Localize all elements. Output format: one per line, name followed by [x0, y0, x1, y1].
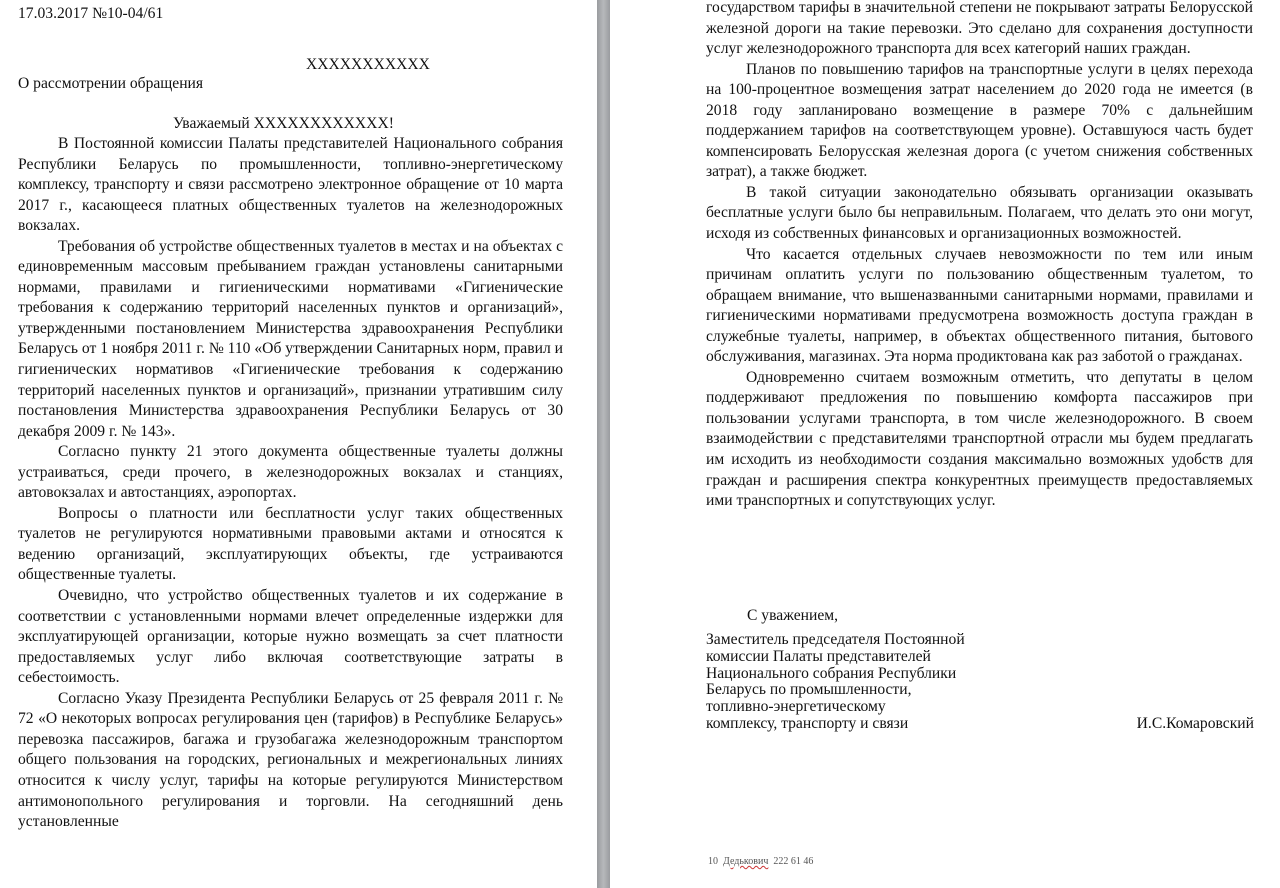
paragraph: Одновременно считаем возможным отметить, что депутаты в целом поддерживают предложения по повышению комфорта пассажиров при пользовании услугами транспорта, в том числе железнодорожного. В своем взаимодействии с представителями транспортной отрасли мы будем предлагать им исходить из необходимости создания максимально возможных удобств для граждан и расширения спектра конкурентных преимуществ предоставляемых ими транспортных и сопутствующих услуг.: [706, 368, 1253, 510]
date-number: 17.03.2017 №10-04/61: [18, 5, 164, 22]
footer-number: 10: [708, 856, 718, 867]
page-divider: [597, 0, 610, 888]
subject: О рассмотрении обращения: [18, 75, 204, 92]
paragraph: В такой ситуации законодательно обязывать организации оказывать бесплатные услуги было бы неправильным. Полагаем, что делать это они могут, исходя из собственных финансовых и организационных возможностей.: [706, 183, 1253, 243]
footer-phone: 222 61 46: [773, 856, 814, 867]
signature-block: [706, 632, 1254, 733]
paragraph: Согласно пункту 21 этого документа общественные туалеты должны устраиваться, среди прочего, в железнодорожных вокзалах и станциях, автовокзалах и автостанциях, аэропортах.: [18, 443, 563, 502]
letter-body-page-2: [706, 0, 1253, 512]
closing: С уважением,: [747, 607, 839, 624]
paragraph: Требования об устройстве общественных туалетов в местах и на объектах с единовременным массовым пребыванием граждан установлены санитарными нормами, правилами и гигиеническими нормативами «Гигиенические требования к содержанию территорий населенных пунктов и организаций», утвержденными постановлением Министерства здравоохранения Республики Беларусь от 1 ноября 2011 г. № 110 «Об утверждении Санитарных норм, правил и гигиенических нормативов «Гигиенические требования к содержанию территорий населенных пунктов и организаций», признании утратившим силу постановления Министерства здравоохранения Республики Беларусь от 30 декабря 2009 г. № 143».: [18, 237, 563, 440]
signatory-name: И.С.Комаровский: [1136, 714, 1254, 732]
salutation: Уважаемый XXXXXXXXXXXX!: [173, 115, 394, 132]
footer-executor: Дедькович: [723, 856, 769, 867]
paragraph: Согласно Указу Президента Республики Беларусь от 25 февраля 2011 г. № 72 «О некоторых вопросах регулирования цен (тарифов) в Республике Беларусь» перевозка пассажиров, багажа и грузобагажа железнодорожным транспортом общего пользования на городских, региональных и межрегиональных линиях относится к числу услуг, тарифы на которые регулируются Министерством антимонопольного регулирования и торговли. На сегодняшний день установленные: [18, 689, 563, 831]
document-page-1: [0, 0, 597, 888]
paragraph: Очевидно, что устройство общественных туалетов и их содержание в соответствии с установленными нормами влечет определенные издержки для эксплуатирующей организации, которые нужно возмещать за счет платности предоставляемых услуг либо включая соответствующие затраты в себестоимость.: [18, 587, 563, 687]
signatory-line: топливно-энергетическому: [706, 698, 886, 716]
executor-footer: [708, 856, 813, 867]
paragraph: Вопросы о платности или бесплатности услуг таких общественных туалетов не регулируются нормативными правовыми актами и относятся к ведению организаций, эксплуатирующих объекты, где устраиваются общественные туалеты.: [18, 504, 563, 584]
addressee: XXXXXXXXXXX: [306, 56, 430, 73]
signatory-line: Национального собрания Республики: [706, 664, 957, 682]
paragraph: В Постоянной комиссии Палаты представителей Национального собрания Республики Беларусь по промышленности, топливно-энергетическому комплексу, транспорту и связи рассмотрено электронное обращение от 10 марта 2017 г., касающееся платных общественных туалетов на железнодорожных вокзалах.: [18, 135, 563, 235]
signatory-line: комплексу, транспорту и связи: [706, 714, 909, 732]
signatory-line: Заместитель председателя Постоянной: [706, 631, 965, 648]
document-page-2: [610, 0, 1280, 888]
letter-body-page-1: [18, 134, 563, 833]
paragraph: Что касается отдельных случаев невозможности по тем или иным причинам оплатить услуги по пользованию общественным туалетом, то обращаем внимание, что вышеназванными санитарными нормами, правилами и гигиеническими нормативами предусмотрена возможность доступа граждан в служебные туалеты, например, в объектах общественного питания, бытового обслуживания, магазинах. Эта норма продиктована как раз заботой о гражданах.: [706, 245, 1253, 366]
paragraph: Планов по повышению тарифов на транспортные услуги в целях перехода на 100-процентное возмещения затрат населением до 2020 года не имеется (в 2018 году запланировано возмещение в размере 70% с дальнейшим поддержанием тарифов на соответствующем уровне). Оставшуюся часть будет компенсировать Белорусская железная дорога (с учетом снижения собственных затрат), а также бюджет.: [706, 60, 1253, 181]
signatory-line: Беларусь по промышленности,: [706, 681, 912, 699]
signatory-line: комиссии Палаты представителей: [706, 647, 931, 665]
paragraph-continuation: государством тарифы в значительной степени не покрывают затраты Белорусской железной дороги на такие перевозки. Это сделано для сохранения доступности услуг железнодорожного транспорта для всех категорий наших граждан.: [706, 0, 1253, 58]
